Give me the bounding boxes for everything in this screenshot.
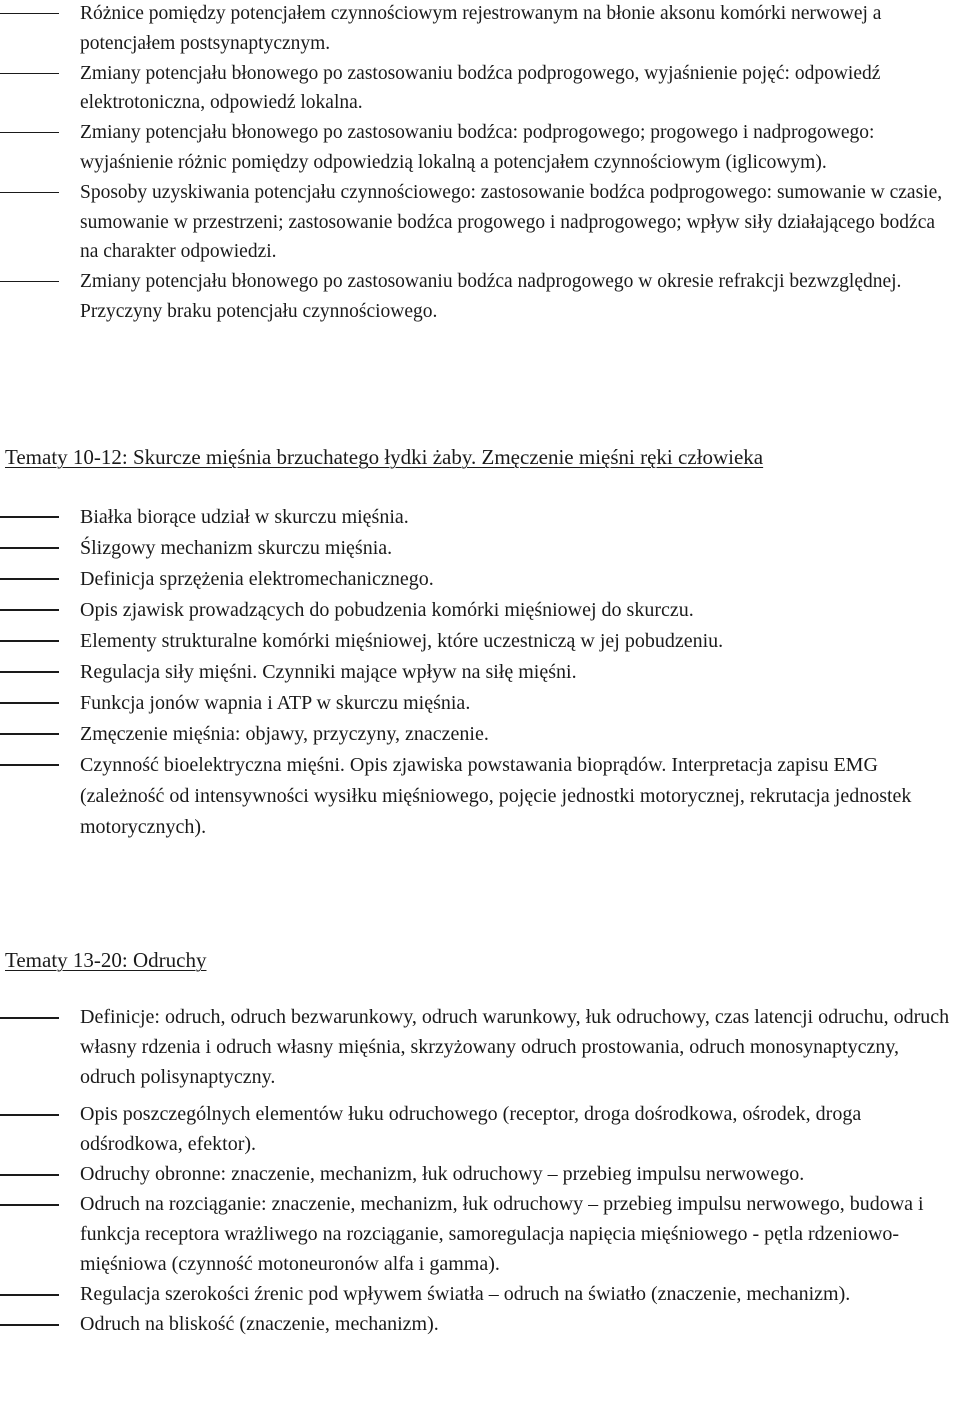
dash-bullet bbox=[0, 702, 59, 704]
dash-bullet bbox=[0, 1114, 59, 1116]
section-membrane-potential bbox=[0, 0, 960, 327]
list-item: Czynność bioelektryczna mięśni. Opis zjawiska powstawania bioprądów. Interpretacja zapisu EMG (zależność od intensywności wysiłku mięśniowego, pojęcie jednostki motorycznej, rekrutacja jednostek motorycznych). bbox=[0, 750, 960, 843]
list-item: Zmiany potencjału błonowego po zastosowaniu bodźca podprogowego, wyjaśnienie pojęć: odpowiedź elektrotoniczna, odpowiedź lokalna. bbox=[0, 59, 960, 119]
list-item: Ślizgowy mechanizm skurczu mięśnia. bbox=[0, 533, 960, 564]
dash-bullet bbox=[0, 671, 59, 673]
dash-bullet bbox=[0, 764, 59, 766]
list-item: Regulacja szerokości źrenic pod wpływem światła – odruch na światło (znaczenie, mechanizm). bbox=[0, 1279, 960, 1309]
dash-bullet bbox=[0, 1017, 59, 1019]
dash-bullet bbox=[0, 640, 59, 642]
dash-bullet bbox=[0, 192, 59, 193]
list-item: Zmiany potencjału błonowego po zastosowaniu bodźca: podprogowego; progowego i nadprogowego: wyjaśnienie różnic pomiędzy odpowiedzią lokalną a potencjałem czynnościowym (iglicowym). bbox=[0, 118, 960, 178]
topic-list bbox=[0, 1002, 960, 1339]
section-muscle-contraction bbox=[0, 502, 960, 843]
section-reflexes bbox=[0, 1002, 960, 1339]
topic-list bbox=[0, 502, 960, 843]
list-item: Białka biorące udział w skurczu mięśnia. bbox=[0, 502, 960, 533]
dash-bullet bbox=[0, 281, 59, 282]
dash-bullet bbox=[0, 132, 59, 133]
list-item: Opis poszczególnych elementów łuku odruchowego (receptor, droga dośrodkowa, ośrodek, droga odśrodkowa, efektor). bbox=[0, 1099, 960, 1159]
list-item: Różnice pomiędzy potencjałem czynnościowym rejestrowanym na błonie aksonu komórki nerwowej a potencjałem postsynaptycznym. bbox=[0, 0, 960, 59]
section-heading-reflexes: Tematy 13-20: Odruchy bbox=[5, 948, 207, 972]
dash-bullet bbox=[0, 547, 59, 549]
list-item: Definicje: odruch, odruch bezwarunkowy, odruch warunkowy, łuk odruchowy, czas latencji odruchu, odruch własny rdzenia i odruch własny mięśnia, skrzyżowany odruch prostowania, odruch monosynaptyczny, odruch polisynaptyczny. bbox=[0, 1002, 960, 1092]
dash-bullet bbox=[0, 1204, 59, 1206]
dash-bullet bbox=[0, 733, 59, 735]
dash-bullet bbox=[0, 578, 59, 580]
list-item: Zmęczenie mięśnia: objawy, przyczyny, znaczenie. bbox=[0, 719, 960, 750]
list-item: Definicja sprzężenia elektromechanicznego. bbox=[0, 564, 960, 595]
dash-bullet bbox=[0, 609, 59, 611]
dash-bullet bbox=[0, 516, 59, 518]
dash-bullet bbox=[0, 1324, 59, 1326]
list-item: Odruchy obronne: znaczenie, mechanizm, łuk odruchowy – przebieg impulsu nerwowego. bbox=[0, 1159, 960, 1189]
list-item: Odruch na bliskość (znaczenie, mechanizm). bbox=[0, 1309, 960, 1339]
list-item: Zmiany potencjału błonowego po zastosowaniu bodźca nadprogowego w okresie refrakcji bezwzględnej. Przyczyny braku potencjału czynnościowego. bbox=[0, 267, 960, 327]
dash-bullet bbox=[0, 13, 59, 14]
list-item: Odruch na rozciąganie: znaczenie, mechanizm, łuk odruchowy – przebieg impulsu nerwowego, budowa i funkcja receptora wrażliwego na rozciąganie, samoregulacja napięcia mięśniowego - pętla rdzeniowo-mięśniowa (czynność motoneuronów alfa i gamma). bbox=[0, 1189, 960, 1279]
dash-bullet bbox=[0, 1294, 59, 1296]
topic-list bbox=[0, 0, 960, 327]
dash-bullet bbox=[0, 1174, 59, 1176]
list-item: Opis zjawisk prowadzących do pobudzenia komórki mięśniowej do skurczu. bbox=[0, 595, 960, 626]
list-item: Funkcja jonów wapnia i ATP w skurczu mięśnia. bbox=[0, 688, 960, 719]
section-heading-muscle: Tematy 10-12: Skurcze mięśnia brzuchatego łydki żaby. Zmęczenie mięśni ręki człowieka bbox=[5, 445, 764, 469]
list-item: Sposoby uzyskiwania potencjału czynnościowego: zastosowanie bodźca podprogowego: sumowanie w czasie, sumowanie w przestrzeni; zastosowanie bodźca progowego i nadprogowego; wpływ siły działającego bodźca na charakter odpowiedzi. bbox=[0, 178, 960, 267]
list-item: Elementy strukturalne komórki mięśniowej, które uczestniczą w jej pobudzeniu. bbox=[0, 626, 960, 657]
dash-bullet bbox=[0, 73, 59, 74]
list-item: Regulacja siły mięśni. Czynniki mające wpływ na siłę mięśni. bbox=[0, 657, 960, 688]
